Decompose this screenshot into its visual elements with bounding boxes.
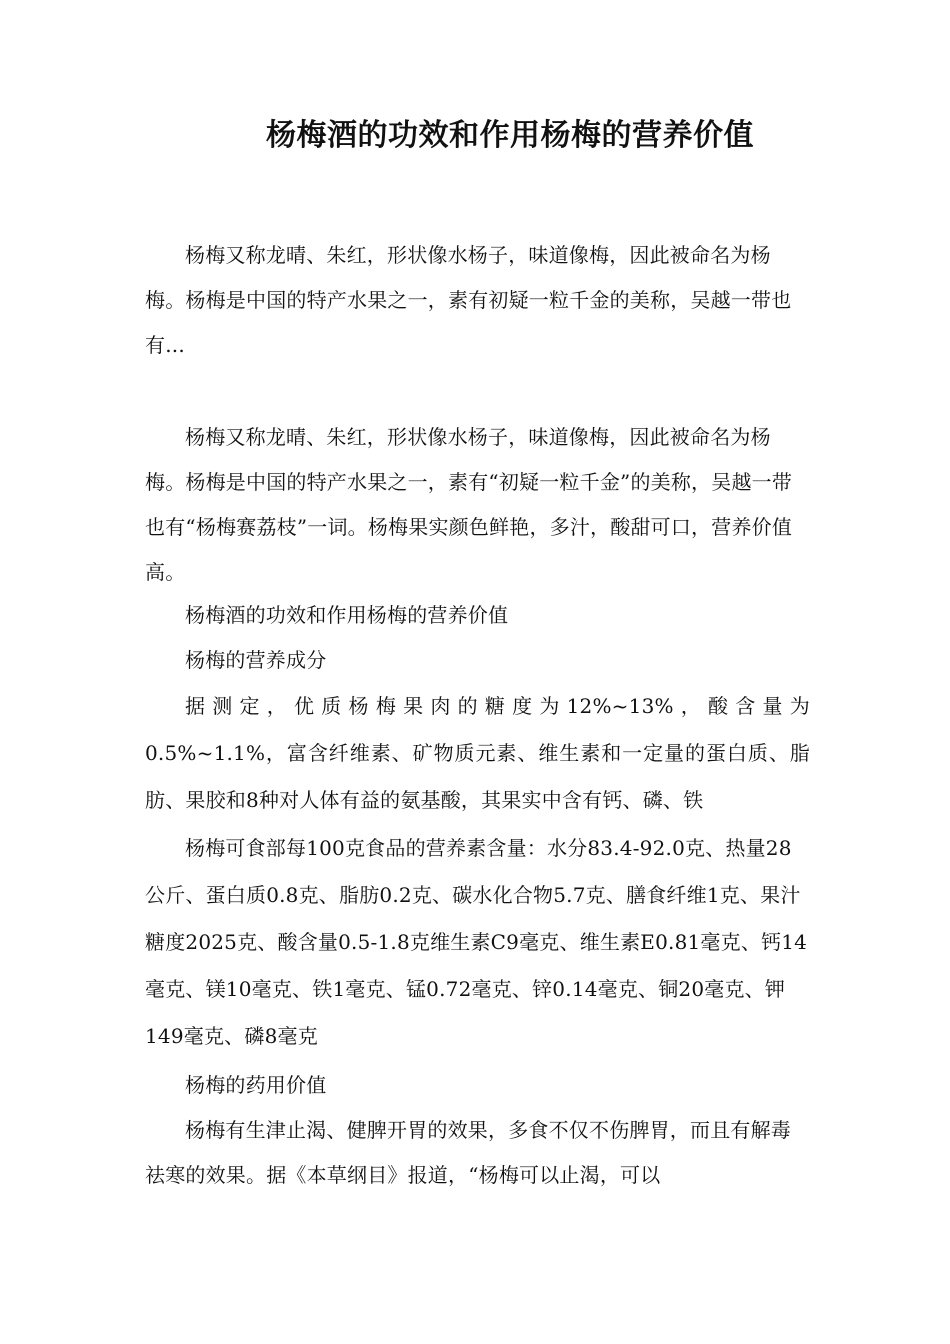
page-title: 杨梅酒的功效和作用杨梅的营养价值 [266, 118, 754, 153]
paragraph-subtitle: 杨梅酒的功效和作用杨梅的营养价值 [185, 603, 509, 627]
paragraph-medicinal-value: 杨梅有生津止渴、健脾开胃的效果，多食不仅不伤脾胃，而且有解毒祛寒的效果。据《本草纲目》报道，“杨梅可以止渴，可以 [145, 1118, 791, 1187]
paragraph-intro-full: 杨梅又称龙晴、朱红，形状像水杨子，味道像梅，因此被命名为杨梅。杨梅是中国的特产水果之一，素有“初疑一粒千金”的美称，吴越一带也有“杨梅赛荔枝”一词。杨梅果实颜色鲜艳，多汁，酸甜可口，营养价值高。 [145, 425, 793, 584]
section-heading-nutrition: 杨梅的营养成分 [185, 648, 327, 672]
paragraph-nutrition-measure: 据测定，优质杨梅果肉的糖度为12%~13%，酸含量为0.5%~1.1%，富含纤维素、矿物质元素、维生素和一定量的蛋白质、脂肪、果胶和8种对人体有益的氨基酸，其果实中含有钙、磷、铁 [145, 694, 810, 812]
paragraph-nutrient-content: 杨梅可食部每100克食品的营养素含量：水分83.4-92.0克、热量28公斤、蛋白质0.8克、脂肪0.2克、碳水化合物5.7克、膳食纤维1克、果汁糖度2025克、酸含量0.5-1.8克维生素C9毫克、维生素E0.81毫克、钙14毫克、镁10毫克、铁1毫克、锰0.72毫克、锌0.14毫克、铜20毫克、钾149毫克、磷8毫克 [145, 836, 808, 1048]
section-heading-medicinal: 杨梅的药用价值 [185, 1073, 327, 1097]
paragraph-intro-summary: 杨梅又称龙晴、朱红，形状像水杨子，味道像梅，因此被命名为杨梅。杨梅是中国的特产水果之一，素有初疑一粒千金的美称，吴越一带也有... [145, 243, 792, 357]
